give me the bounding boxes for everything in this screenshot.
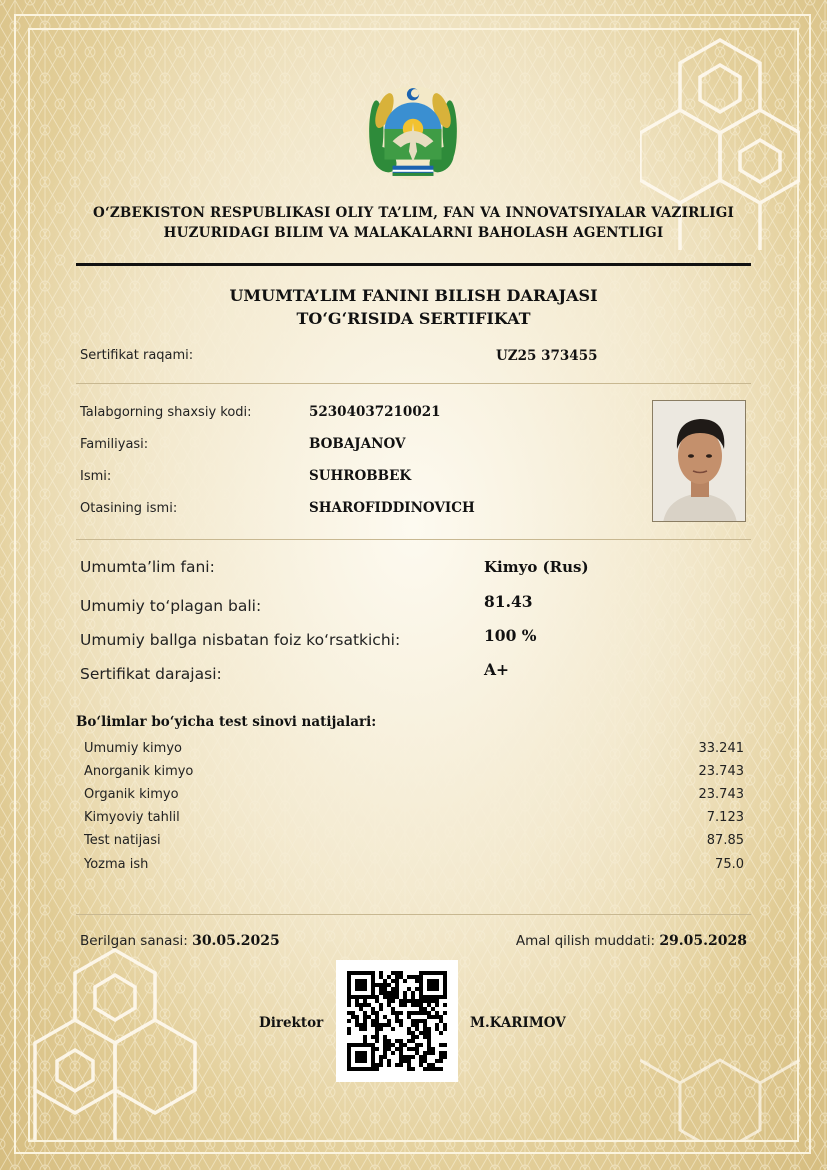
percent: 100 % [484,626,537,645]
certificate-number: UZ25 373455 [496,348,598,364]
organization-line-2: HUZURIDAGI BILIM VA MALAKALARNI BAHOLASH AGENTLIGI [163,225,664,241]
section-name: Umumiy kimyo [84,741,182,756]
section-value: 33.241 [698,741,744,756]
section-value: 75.0 [715,857,744,872]
issue-date-label: Berilgan sanasi: [80,933,188,949]
person-portrait-icon [653,401,746,522]
state-emblem-icon [362,80,464,182]
total-score: 81.43 [484,592,533,611]
section-value: 7.123 [706,810,744,825]
qr-code[interactable] [336,960,458,1082]
corner-ornament-bottom-right [640,1040,800,1140]
certificate-title-line-1: UMUMTA’LIM FANINI BILISH DARAJASI [229,286,598,305]
section-value: 23.743 [698,787,744,802]
first-name: SUHROBBEK [309,468,412,484]
issue-date [80,933,280,949]
director-name: M.KARIMOV [470,1015,566,1031]
certificate-title-line-2: TO‘G‘RISIDA SERTIFIKAT [296,309,531,328]
grade-label: Sertifikat darajasi: [80,665,222,683]
subject: Kimyo (Rus) [484,558,589,576]
personal-code: 52304037210021 [309,404,441,420]
valid-until-value: 29.05.2028 [659,933,747,949]
section-value: 87.85 [706,833,744,848]
surname: BOBAJANOV [309,436,406,452]
section-name: Kimyoviy tahlil [84,810,180,825]
corner-ornament-bottom-left [30,930,200,1140]
surname-label: Familiyasi: [80,437,149,452]
director-role: Direktor [259,1015,324,1031]
valid-until-label: Amal qilish muddati: [515,933,656,949]
section-value: 23.743 [698,764,744,779]
grade: A+ [484,660,510,679]
issue-date-value: 30.05.2025 [192,933,280,949]
section-row [84,764,744,784]
section-row [84,787,744,807]
percent-label: Umumiy ballga nisbatan foiz ko‘rsatkichi: [80,631,401,649]
divider [76,914,751,915]
patronymic: SHAROFIDDINOVICH [309,500,475,516]
section-results-title: Bo‘limlar bo‘yicha test sinovi natijalari: [76,714,377,730]
divider [76,539,751,540]
section-name: Anorganik kimyo [84,764,194,779]
section-name: Yozma ish [84,857,149,872]
section-name: Organik kimyo [84,787,179,802]
valid-until [516,933,747,949]
organization-line-1: O‘ZBEKISTON RESPUBLIKASI OLIY TA’LIM, FAN VA INNOVATSIYALAR VAZIRLIGI [93,205,734,221]
first-name-label: Ismi: [80,469,112,484]
applicant-photo [652,400,746,522]
personal-code-label: Talabgorning shaxsiy kodi: [80,405,252,420]
section-row [84,810,744,830]
certificate-number-label: Sertifikat raqami: [80,348,194,363]
patronymic-label: Otasining ismi: [80,501,178,516]
header-divider [76,263,751,266]
total-score-label: Umumiy to‘plagan bali: [80,597,262,615]
section-row [84,741,744,761]
qr-code-icon [336,960,458,1082]
section-name: Test natijasi [84,833,161,848]
section-row [84,833,744,853]
divider [76,383,751,384]
section-row [84,857,744,877]
subject-label: Umumta’lim fani: [80,558,215,576]
